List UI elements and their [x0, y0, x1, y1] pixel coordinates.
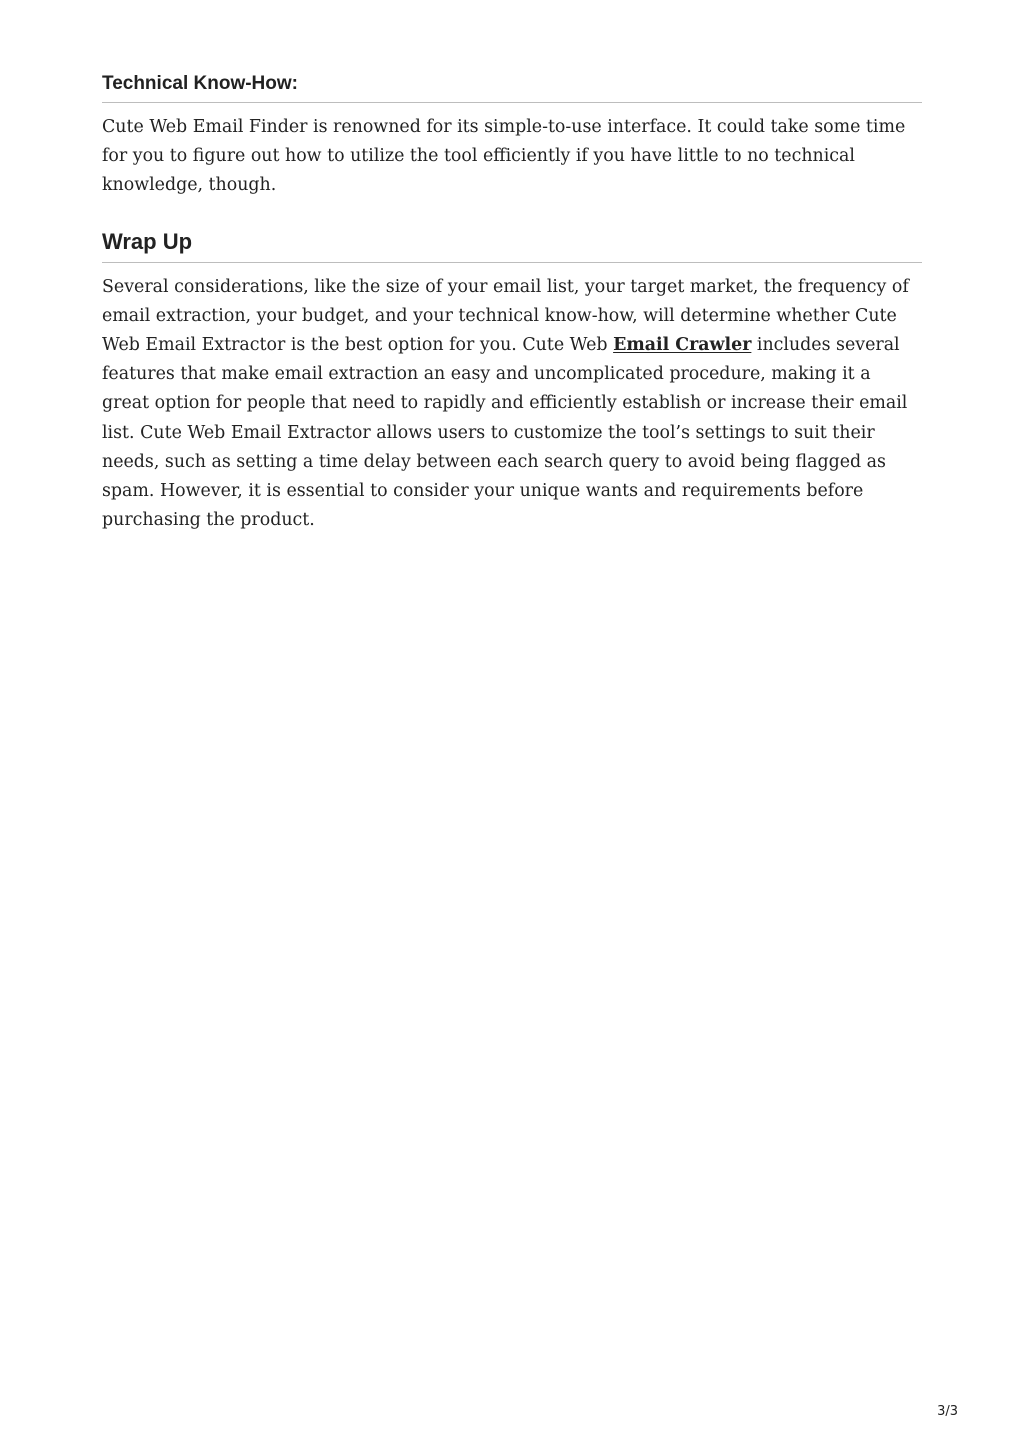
section-heading-technical-know-how: Technical Know-How:	[102, 70, 922, 103]
page-number: 3/3	[937, 1404, 958, 1419]
document-page	[102, 70, 922, 535]
email-crawler-link[interactable]: Email Crawler	[613, 335, 752, 356]
section-paragraph-wrap-up	[102, 273, 922, 536]
wrap-up-text-after-link: includes several features that make email extraction an easy and uncomplicated procedure, making it a great option for people that need to rapidly and efficiently establish or increase their email list. Cute Web Email Extractor allows users to customize the tool’s settings to suit their needs, such as setting a time delay between each search query to avoid being flagged as spam. However, it is essential to consider your unique wants and requirements before purchasing the product.	[102, 335, 908, 531]
wrap-up-text-before-link: Several considerations, like the size of your email list, your target market, the frequency of email extraction, your budget, and your technical know-how, will determine whether Cute Web Email Extractor is the best option for you. Cute Web	[102, 276, 909, 356]
section-wrap-up	[102, 227, 922, 536]
section-technical-know-how	[102, 70, 922, 201]
section-heading-wrap-up: Wrap Up	[102, 227, 922, 263]
section-paragraph-technical-know-how: Cute Web Email Finder is renowned for its simple-to-use interface. It could take some time for you to figure out how to utilize the tool efficiently if you have little to no technical knowledge, though.	[102, 117, 906, 196]
